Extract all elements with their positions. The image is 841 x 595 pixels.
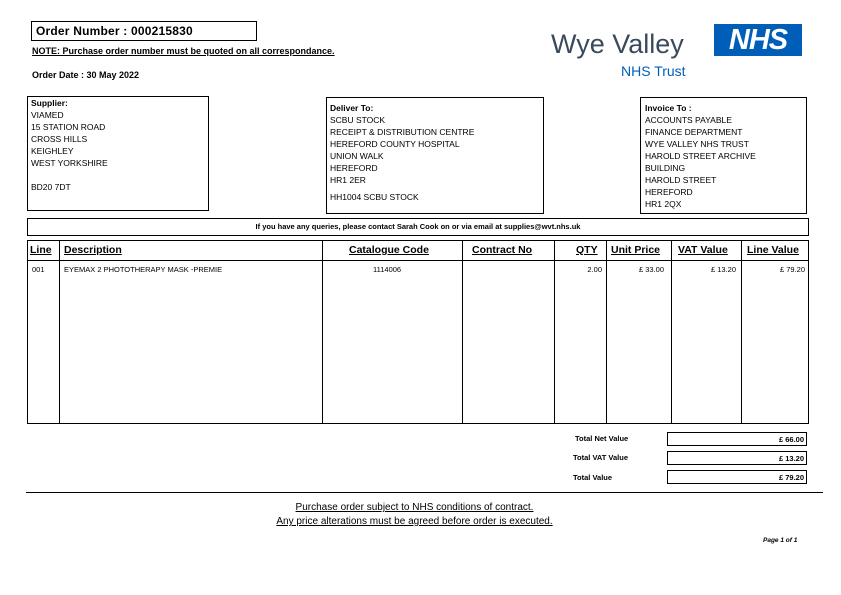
order-note: NOTE: Purchase order number must be quoted on all correspondance. [32, 46, 335, 56]
table-column-divider [322, 240, 323, 424]
supplier-heading: Supplier: [31, 98, 68, 108]
deliver-line: HR1 2ER [330, 175, 366, 185]
footer-price-notice: Any price alterations must be agreed before order is executed. [276, 516, 553, 527]
supplier-line: 15 STATION ROAD [31, 122, 106, 132]
total-value-label: Total Value [573, 473, 613, 482]
supplier-line: VIAMED [31, 110, 64, 120]
cell-description: EYEMAX 2 PHOTOTHERAPY MASK -PREMIE [64, 265, 223, 274]
column-header-qty: QTY [576, 244, 598, 256]
column-header-contract-no: Contract No [472, 244, 533, 256]
column-header-line: Line [30, 244, 52, 256]
cell-vat-value: £ 13.20 [710, 265, 736, 274]
trust-logo-subtitle: NHS Trust [621, 63, 686, 79]
footer-terms: Purchase order subject to NHS conditions of contract. [295, 502, 534, 513]
total-net-label: Total Net Value [575, 434, 629, 443]
total-value: £ 79.20 [778, 473, 804, 482]
cell-unit-price: £ 33.00 [638, 265, 664, 274]
column-header-unit-price: Unit Price [611, 244, 661, 256]
column-header-catalogue-code: Catalogue Code [349, 244, 429, 256]
deliver-to-address [330, 102, 474, 203]
column-header-vat-value: VAT Value [678, 244, 728, 256]
page-number: Page 1 of 1 [763, 537, 798, 544]
table-header-divider [27, 260, 809, 261]
deliver-line: HEREFORD COUNTY HOSPITAL [330, 139, 460, 149]
footer-divider [26, 492, 823, 493]
column-header-line-value: Line Value [747, 244, 799, 256]
table-column-divider [462, 240, 463, 424]
queries-text: If you have any queries, please contact Sarah Cook on or via email at supplies@wvt.nhs.uk [255, 222, 581, 231]
deliver-line: HEREFORD [330, 163, 378, 173]
total-vat-label: Total VAT Value [573, 453, 629, 462]
deliver-line: SCBU STOCK [330, 115, 386, 125]
trust-logo-wordmark: Wye Valley [551, 29, 684, 59]
deliver-to-heading: Deliver To: [330, 103, 374, 113]
invoice-line: HR1 2QX [645, 199, 682, 209]
supplier-line: CROSS HILLS [31, 134, 88, 144]
invoice-line: BUILDING [645, 163, 686, 173]
cell-line-value: £ 79.20 [779, 265, 805, 274]
nhs-logo: NHS [714, 24, 802, 56]
deliver-line: UNION WALK [330, 151, 384, 161]
deliver-line: RECEIPT & DISTRIBUTION CENTRE [330, 127, 475, 137]
supplier-line: WEST YORKSHIRE [31, 158, 108, 168]
cell-qty: 2.00 [587, 265, 602, 274]
supplier-address [31, 97, 108, 193]
deliver-code: HH1004 SCBU STOCK [330, 192, 419, 202]
invoice-line: ACCOUNTS PAYABLE [645, 115, 732, 125]
invoice-line: HAROLD STREET ARCHIVE [645, 151, 756, 161]
table-column-divider [741, 240, 742, 424]
cell-catalogue-code: 1114006 [373, 265, 402, 274]
invoice-to-address [645, 102, 756, 210]
supplier-postcode: BD20 7DT [31, 182, 71, 192]
table-column-divider [554, 240, 555, 424]
invoice-line: HEREFORD [645, 187, 693, 197]
invoice-line: WYE VALLEY NHS TRUST [645, 139, 749, 149]
supplier-line: KEIGHLEY [31, 146, 74, 156]
table-column-divider [671, 240, 672, 424]
invoice-to-heading: Invoice To : [645, 103, 692, 113]
column-header-description: Description [64, 244, 122, 256]
invoice-line: FINANCE DEPARTMENT [645, 127, 743, 137]
cell-line: 001 [32, 265, 45, 274]
total-net-value: £ 66.00 [778, 435, 804, 444]
order-number: Order Number : 000215830 [36, 24, 193, 38]
table-column-divider [606, 240, 607, 424]
invoice-line: HAROLD STREET [645, 175, 717, 185]
total-vat-value: £ 13.20 [778, 454, 804, 463]
table-column-divider [59, 240, 60, 424]
order-date: Order Date : 30 May 2022 [32, 70, 140, 80]
